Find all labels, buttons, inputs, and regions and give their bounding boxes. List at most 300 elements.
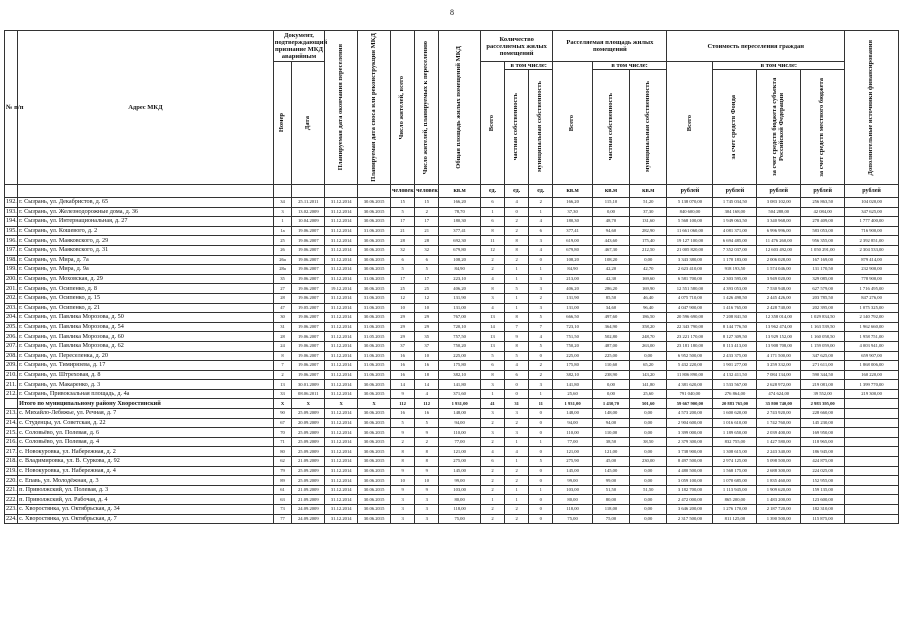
table-cell: 627 579,00 xyxy=(801,284,845,294)
address-cell: г. Сызрань, ул. Переселенка, д. 20 xyxy=(18,351,274,361)
table-cell: 73 xyxy=(273,505,292,515)
table-cell: 21 005 820,00 xyxy=(667,245,713,255)
table-cell: 502,80 xyxy=(592,332,629,342)
address-cell: г. Сызрань, ул. Мира, д. 9а xyxy=(18,265,274,275)
table-cell: 94,00 xyxy=(592,418,629,428)
table-cell: 4 573 200,00 xyxy=(667,409,713,419)
table-cell: 8 xyxy=(415,447,439,457)
table-row xyxy=(5,245,899,255)
table-cell: 1 533 567,00 xyxy=(713,380,757,390)
units-row xyxy=(5,185,899,198)
row-number: 220. xyxy=(6,476,17,484)
row-number: 213. xyxy=(6,409,17,417)
table-cell: 175,80 xyxy=(553,361,592,371)
table-cell: 166,20 xyxy=(553,198,592,208)
table-cell: 175,80 xyxy=(439,361,481,371)
header-rooms-count: Количество расселяемых жилых помещений xyxy=(480,31,552,62)
table-cell: 31.12.2014 xyxy=(325,226,358,236)
table-cell: 256 863,50 xyxy=(801,198,845,208)
table-cell: 31.12.2014 xyxy=(325,303,358,313)
table-cell: 225,00 xyxy=(592,351,629,361)
address-cell: г. Сызрань, ул. Кошевого, д. 2 xyxy=(18,226,274,236)
table-cell: 108,20 xyxy=(439,255,481,265)
row-number: 218. xyxy=(6,457,17,465)
table-cell: 175,40 xyxy=(630,236,667,246)
table-cell: 6 xyxy=(391,255,415,265)
address-cell: п. Приволжский, ул. Полевая, д. 3 xyxy=(18,485,274,495)
table-cell: 110,60 xyxy=(592,361,629,371)
table-cell: 25 xyxy=(273,236,292,246)
table-cell: 3 xyxy=(273,207,292,217)
table-cell: 583 053,00 xyxy=(801,226,845,236)
table-cell: 1 xyxy=(505,265,529,275)
table-cell: 131,00 xyxy=(439,303,481,313)
table-cell: 1 xyxy=(480,495,504,505)
table-cell: 110,00 xyxy=(439,428,481,438)
table-cell: 11 476 260,00 xyxy=(757,236,801,246)
table-cell: 131,90 xyxy=(553,293,592,303)
table-cell: 31 xyxy=(273,322,292,332)
row-number: 224. xyxy=(6,514,17,522)
table-cell: 13 962 474,00 xyxy=(757,322,801,332)
unit-cell: ед. xyxy=(505,185,529,198)
table-row xyxy=(5,485,899,495)
table-cell: 19.06.2007 xyxy=(292,370,325,380)
table-cell: 19.06.2007 xyxy=(292,236,325,246)
row-number: 203. xyxy=(6,303,17,311)
table-cell: 30.06.2015 xyxy=(358,409,391,419)
table-cell: 13 xyxy=(480,332,504,342)
table-cell: 31.12.2014 xyxy=(325,514,358,524)
table-cell: 1 xyxy=(505,495,529,505)
table-cell: 2 xyxy=(505,476,529,486)
table-cell: 30.06.2015 xyxy=(358,495,391,505)
address-cell: г. Сызрань, ул. Павлика Морозова, д. 50 xyxy=(18,313,274,323)
table-cell: 3 259 332,00 xyxy=(757,361,801,371)
table-cell: 4 xyxy=(415,389,439,399)
address-cell: с. Владимировка, ул. В. Суркова, д. 92 xyxy=(18,457,274,467)
table-cell: 6 xyxy=(529,226,553,236)
header-area-total: Всего xyxy=(553,62,592,185)
table-cell: 13 908 708,00 xyxy=(757,341,801,351)
table-cell: 0 xyxy=(529,428,553,438)
table-cell: 118,00 xyxy=(439,505,481,515)
table-cell: 25.09.2009 xyxy=(292,437,325,447)
table-cell: 1 160 058,50 xyxy=(801,332,845,342)
table-row xyxy=(5,217,899,227)
table-cell: 275,00 xyxy=(439,457,481,467)
table-cell: 1 745 034,50 xyxy=(713,198,757,208)
table-cell: 2 428 740,00 xyxy=(757,303,801,313)
table-cell: 17 xyxy=(391,274,415,284)
table-cell: 21 xyxy=(391,226,415,236)
table-cell: 382,10 xyxy=(553,370,592,380)
table-cell: 224 025,00 xyxy=(801,466,845,476)
table-cell: 5 432 220,00 xyxy=(667,361,713,371)
header-address: Адрес МКД xyxy=(18,31,274,185)
table-cell: 3 083 102,00 xyxy=(757,198,801,208)
table-cell: 4 xyxy=(480,303,504,313)
unit-cell: рублей xyxy=(757,185,801,198)
unit-cell: рублей xyxy=(801,185,845,198)
table-row xyxy=(5,284,899,294)
table-cell: 8 xyxy=(480,284,504,294)
table-cell: 19.06.2007 xyxy=(292,293,325,303)
table-cell: 4 480 500,00 xyxy=(667,466,713,476)
table-cell: 0 xyxy=(529,255,553,265)
table-cell: 21.09.2009 xyxy=(292,457,325,467)
table-row xyxy=(5,313,899,323)
table-cell: 6 xyxy=(505,370,529,380)
table-cell: 329 085,00 xyxy=(801,274,845,284)
table-cell: 108,20 xyxy=(553,255,592,265)
table-cell: 25.09.2009 xyxy=(292,409,325,419)
table-cell: 29 xyxy=(391,313,415,323)
table-cell: X xyxy=(292,399,325,409)
table-cell: 723,10 xyxy=(553,322,592,332)
table-cell: 180,30 xyxy=(553,217,592,227)
address-cell: с. Хворостянка, ул. Октябрьская, д. 34 xyxy=(18,505,274,515)
unit-cell: кв.м xyxy=(630,185,667,198)
table-cell: 0 xyxy=(529,418,553,428)
table-cell: 42 084,00 xyxy=(801,207,845,217)
unit-cell: кв.м xyxy=(592,185,629,198)
table-cell: 5 xyxy=(415,265,439,275)
table-cell: 29 xyxy=(391,322,415,332)
table-cell: 145 230,00 xyxy=(801,418,845,428)
address-cell: г. Сызрань, ул. Штреховая, д. 8 xyxy=(18,370,274,380)
table-row xyxy=(5,476,899,486)
table-cell: 1 399 770,00 xyxy=(845,380,899,390)
table-cell: 9 xyxy=(415,485,439,495)
table-cell: 3 399 000,00 xyxy=(667,428,713,438)
table-row xyxy=(5,505,899,515)
table-row xyxy=(5,351,899,361)
table-cell: 25 xyxy=(415,284,439,294)
table-cell: 17 xyxy=(415,217,439,227)
table-cell: 9 xyxy=(415,466,439,476)
table-cell: 212,50 xyxy=(630,245,667,255)
table-cell: 45,00 xyxy=(592,457,629,467)
table-cell: 31.12.2014 xyxy=(325,457,358,467)
table-cell: 27 xyxy=(273,284,292,294)
table-cell: 2 xyxy=(529,198,553,208)
table-cell: 4 xyxy=(529,245,553,255)
unit-cell: рублей xyxy=(845,185,899,198)
table-cell: 2 xyxy=(480,514,504,524)
page-number: 8 xyxy=(450,8,454,17)
table-cell: 12 xyxy=(480,245,504,255)
table-cell: 223,10 xyxy=(439,274,481,284)
table-cell: 31.12.2014 xyxy=(325,351,358,361)
table-cell: 467,30 xyxy=(592,245,629,255)
table-cell: 23 221 170,00 xyxy=(667,332,713,342)
table-cell: 1 308 615,00 xyxy=(713,447,757,457)
table-cell: 7 xyxy=(273,361,292,371)
table-cell: 30.06.2015 xyxy=(358,245,391,255)
table-cell: 30.06.2015 xyxy=(358,505,391,515)
table-cell: 6 xyxy=(480,361,504,371)
row-number: 215. xyxy=(6,428,17,436)
row-number: 206. xyxy=(6,332,17,340)
table-cell: 31.12.2014 xyxy=(325,476,358,486)
table-cell: 121,00 xyxy=(592,447,629,457)
table-cell: 2 xyxy=(480,485,504,495)
table-cell: 19.06.2007 xyxy=(292,274,325,284)
table-cell: 131,90 xyxy=(439,293,481,303)
table-cell: 2 xyxy=(505,466,529,476)
row-number: 210. xyxy=(6,370,17,378)
table-cell: 20 596 690,00 xyxy=(667,313,713,323)
table-cell: 31.12.2014 xyxy=(325,322,358,332)
table-cell: 371,60 xyxy=(439,389,481,399)
table-cell: 1 163 539,50 xyxy=(801,322,845,332)
table-cell: 31.12.2014 xyxy=(325,265,358,275)
table-cell: 8 xyxy=(415,457,439,467)
table-cell: 7 xyxy=(505,322,529,332)
table-cell: 94,00 xyxy=(439,418,481,428)
table-cell: 5 xyxy=(480,351,504,361)
table-cell xyxy=(845,466,899,476)
address-cell: с. Михайло-Лебяжье, ул. Речная, д. 7 xyxy=(18,409,274,419)
table-cell: 847 276,00 xyxy=(845,293,899,303)
table-cell: 720,10 xyxy=(439,322,481,332)
table-cell: 0,00 xyxy=(630,505,667,515)
table-cell: 2 xyxy=(529,361,553,371)
table-cell: 1 390 500,00 xyxy=(757,514,801,524)
table-cell: 30.06.2015 xyxy=(358,466,391,476)
table-cell: 5 xyxy=(529,457,553,467)
table-cell: 0 xyxy=(505,380,529,390)
table-cell: 2 187 720,00 xyxy=(757,505,801,515)
header-fund: за счет средств Фонда xyxy=(713,70,757,185)
table-cell: 16 xyxy=(391,361,415,371)
table-cell: 75,00 xyxy=(592,514,629,524)
table-cell: 5 098 500,00 xyxy=(757,457,801,467)
header-cost-total: Всего xyxy=(667,62,713,185)
table-cell: 5 xyxy=(391,207,415,217)
table-cell: 248,70 xyxy=(630,332,667,342)
table-cell: 2 xyxy=(480,437,504,447)
table-cell: 46,40 xyxy=(630,293,667,303)
table-cell: 9 xyxy=(391,428,415,438)
row-number xyxy=(5,399,18,409)
address-cell: с. Епавь, ул. Молодёжная, д. 3 xyxy=(18,476,274,486)
table-cell: 3 xyxy=(480,428,504,438)
table-row xyxy=(5,409,899,419)
table-cell: 2 304 533,00 xyxy=(845,245,899,255)
table-cell: 118,00 xyxy=(553,505,592,515)
table-cell: 10 xyxy=(391,476,415,486)
table-cell: 679,80 xyxy=(439,245,481,255)
table-body xyxy=(5,198,899,524)
header-area-municipal: муниципальная собственность xyxy=(630,70,667,185)
table-cell: 180,30 xyxy=(439,217,481,227)
table-cell: 28 xyxy=(391,236,415,246)
table-cell: 31.12.2014 xyxy=(325,274,358,284)
table-cell: 110,00 xyxy=(592,428,629,438)
table-cell: 19.06.2007 xyxy=(292,351,325,361)
table-cell: 276 864,00 xyxy=(713,389,757,399)
table-cell: 9 xyxy=(391,389,415,399)
table-cell: 9 xyxy=(505,332,529,342)
table-cell: 78,70 xyxy=(439,207,481,217)
table-cell: 0 xyxy=(529,409,553,419)
row-number: 222. xyxy=(6,495,17,503)
table-cell: 30.06.2015 xyxy=(358,265,391,275)
table-cell: 31.12.2014 xyxy=(325,245,358,255)
table-cell: 0,00 xyxy=(630,409,667,419)
table-cell: 0 xyxy=(529,505,553,515)
header-local-budget: за счет средств местного бюджета xyxy=(801,70,845,185)
table-cell: 84,90 xyxy=(553,265,592,275)
table-cell: 169,90 xyxy=(630,284,667,294)
table-cell: 31.12.2014 xyxy=(325,341,358,351)
table-cell: 15 xyxy=(391,198,415,208)
table-cell: 1 931,00 xyxy=(439,399,481,409)
table-cell: 37,30 xyxy=(553,207,592,217)
table-cell: 37,30 xyxy=(630,207,667,217)
table-cell: 1 xyxy=(529,485,553,495)
table-cell: 12 603 492,00 xyxy=(757,245,801,255)
table-cell: 08.06.2011 xyxy=(292,389,325,399)
table-cell: 0,00 xyxy=(592,389,629,399)
table-cell: 219 081,00 xyxy=(801,380,845,390)
table-cell: 31.12.2014 xyxy=(325,207,358,217)
table-cell: 19.06.2007 xyxy=(292,265,325,275)
table-cell: 24.09.2009 xyxy=(292,505,325,515)
table-cell: 160 220,00 xyxy=(845,370,899,380)
table-cell: 1 416 765,00 xyxy=(713,303,757,313)
table-cell: 30.01.2009 xyxy=(292,380,325,390)
table-row xyxy=(5,236,899,246)
table-cell: 692,30 xyxy=(439,236,481,246)
table-cell: 42,30 xyxy=(592,274,629,284)
address-cell: п. Приволжский, ул. Рабочая, д. 4 xyxy=(18,495,274,505)
table-cell: 22 343 790,00 xyxy=(667,322,713,332)
table-cell: 29 xyxy=(415,313,439,323)
table-row xyxy=(5,389,899,399)
table-cell: 48,70 xyxy=(592,217,629,227)
table-cell: 2 xyxy=(480,255,504,265)
table-cell: 716 900,00 xyxy=(845,226,899,236)
table-cell: 2 xyxy=(391,437,415,447)
table-cell: 186,50 xyxy=(630,313,667,323)
table-cell: 71 xyxy=(273,437,292,447)
header-planned-demolition: Планируемая дата сноса или реконструкции МКД xyxy=(358,31,391,185)
table-cell: 4 xyxy=(529,332,553,342)
table-cell: 2 xyxy=(505,226,529,236)
table-cell: 8 xyxy=(273,351,292,361)
address-cell: г. Сызрань, ул. Тимирязева, д. 17 xyxy=(18,361,274,371)
table-cell: 14 xyxy=(391,380,415,390)
table-cell: 956 355,00 xyxy=(801,236,845,246)
table-cell: 4 xyxy=(505,198,529,208)
table-cell: 41 xyxy=(480,399,504,409)
table-cell: 89 xyxy=(273,476,292,486)
table-cell: 31.05.2015 xyxy=(358,332,391,342)
table-cell: 263,00 xyxy=(630,341,667,351)
table-cell: 19.12.2014 xyxy=(325,284,358,294)
table-cell: 6 xyxy=(480,217,504,227)
table-cell: 0,00 xyxy=(630,351,667,361)
row-number: 192. xyxy=(6,198,17,206)
table-cell: 25.09.2009 xyxy=(292,466,325,476)
address-cell: г. Сызрань, ул. Железнодорожные дома, д. 36 xyxy=(18,207,274,217)
table-cell: 31.06.2015 xyxy=(358,293,391,303)
row-number: 211. xyxy=(6,380,17,388)
table-cell: 2 623 410,00 xyxy=(667,265,713,275)
table-cell: 3 xyxy=(529,274,553,284)
row-number: 208. xyxy=(6,351,17,359)
table-row xyxy=(5,207,899,217)
table-cell: 19.06.2007 xyxy=(292,361,325,371)
table-row xyxy=(5,293,899,303)
table-cell: 145,00 xyxy=(553,466,592,476)
table-cell: 1 568 175,00 xyxy=(713,466,757,476)
header-doc-number: Номер xyxy=(273,62,292,185)
table-cell: 230,00 xyxy=(630,457,667,467)
table-row xyxy=(5,466,899,476)
table-cell: 424 875,00 xyxy=(801,457,845,467)
row-number: 198. xyxy=(6,255,17,263)
table-row xyxy=(5,274,899,284)
unit-cell: человек xyxy=(415,185,439,198)
table-cell: 8 xyxy=(391,447,415,457)
address-cell: г. Сызрань, ул. Павлика Морозова, д. 54 xyxy=(18,322,274,332)
table-cell: 2 xyxy=(480,265,504,275)
row-number: 207. xyxy=(6,342,17,350)
table-cell: 4 075 710,00 xyxy=(667,293,713,303)
table-row xyxy=(5,341,899,351)
table-cell: 131 170,50 xyxy=(801,265,845,275)
table-cell: 28 xyxy=(415,236,439,246)
address-cell: г. Сызрань, ул. Павлика Морозова, д. 60 xyxy=(18,332,274,342)
table-cell: 0 xyxy=(529,514,553,524)
table-cell: 145,00 xyxy=(439,466,481,476)
table-cell: 4 381 620,00 xyxy=(667,380,713,390)
table-cell: 51,50 xyxy=(630,485,667,495)
table-cell: 2 983 395,00 xyxy=(801,399,845,409)
table-cell: 2 445 426,00 xyxy=(757,293,801,303)
table-cell: 918 193,50 xyxy=(713,265,757,275)
table-cell: 8 xyxy=(505,236,529,246)
table-cell: 2 974 125,00 xyxy=(713,457,757,467)
table-cell: 25,60 xyxy=(553,389,592,399)
table-cell: 30.06.2015 xyxy=(358,476,391,486)
table-cell: 3 182 700,00 xyxy=(667,485,713,495)
table-cell: 8 xyxy=(391,457,415,467)
table-cell: 0,00 xyxy=(630,514,667,524)
table-cell: 8 144 776,50 xyxy=(713,322,757,332)
table-cell: 7 084 134,00 xyxy=(757,370,801,380)
table-cell: 750,20 xyxy=(553,341,592,351)
table-cell: 3 xyxy=(415,514,439,524)
header-residents-planned: Число жителей, планируемых к переселению xyxy=(415,31,439,185)
table-cell: 99,00 xyxy=(592,476,629,486)
table-cell: 12 xyxy=(415,293,439,303)
table-cell: 10 xyxy=(415,351,439,361)
table-cell: 20 883 765,00 xyxy=(713,399,757,409)
table-cell: 4 132 411,50 xyxy=(713,370,757,380)
table-cell: 2 xyxy=(480,466,504,476)
table-cell: 3 xyxy=(529,380,553,390)
table-cell: 8 xyxy=(480,370,504,380)
table-cell: 30.06.2015 xyxy=(358,236,391,246)
table-cell: 25,60 xyxy=(630,389,667,399)
table-cell: 2 xyxy=(505,255,529,265)
table-cell: 77 xyxy=(273,514,292,524)
